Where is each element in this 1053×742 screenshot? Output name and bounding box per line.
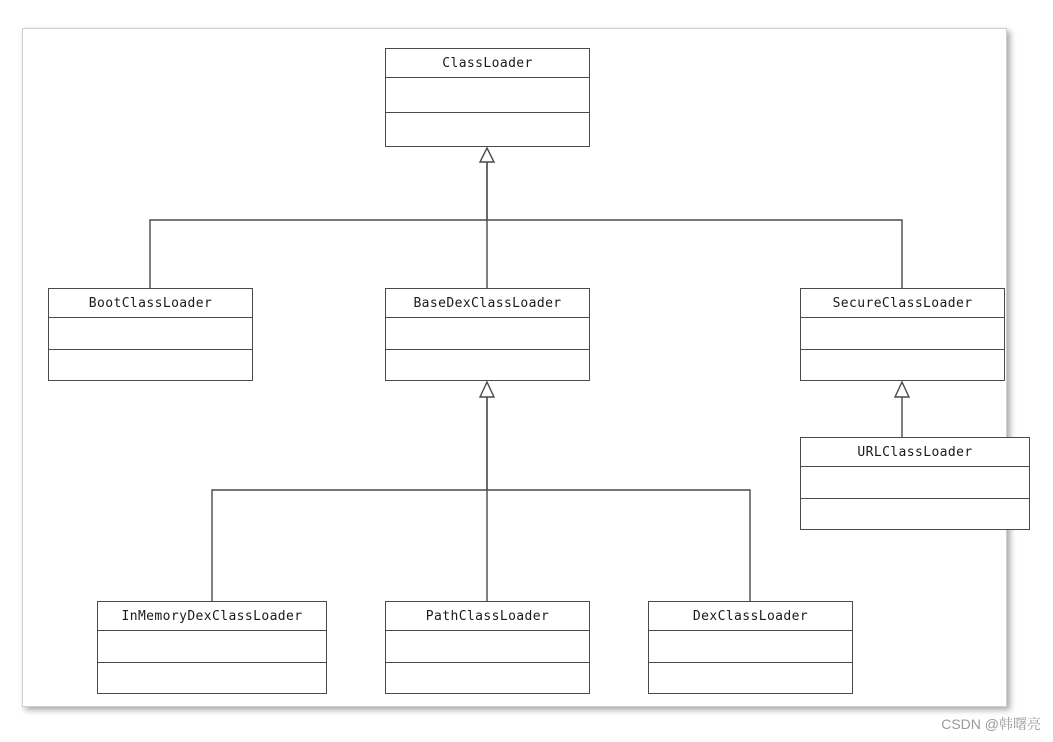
class-title: SecureClassLoader [801,289,1004,318]
class-operations-compartment [386,113,589,147]
class-attributes-compartment [801,318,1004,350]
class-node-bootclassloader[interactable] [48,288,253,381]
edge-dex-inmemory-bus [212,490,750,601]
class-operations-compartment [98,663,326,694]
class-node-basedexclassloader[interactable] [385,288,590,381]
class-operations-compartment [49,350,252,381]
class-node-urlclassloader[interactable] [800,437,1030,530]
class-title: BaseDexClassLoader [386,289,589,318]
arrowhead-basedexclassloader [480,382,494,397]
class-operations-compartment [386,663,589,694]
class-node-secureclassloader[interactable] [800,288,1005,381]
class-attributes-compartment [386,318,589,350]
arrowhead-secureclassloader [895,382,909,397]
class-attributes-compartment [649,631,852,663]
class-node-dexclassloader[interactable] [648,601,853,694]
arrowhead-classloader [480,148,494,162]
class-attributes-compartment [98,631,326,663]
class-title: PathClassLoader [386,602,589,631]
watermark: CSDN @韩曙亮 [941,716,1041,732]
class-title: InMemoryDexClassLoader [98,602,326,631]
class-title: BootClassLoader [49,289,252,318]
class-attributes-compartment [49,318,252,350]
class-title: URLClassLoader [801,438,1029,467]
class-attributes-compartment [386,631,589,663]
class-operations-compartment [649,663,852,694]
class-operations-compartment [801,499,1029,530]
class-node-inmemorydexclassloader[interactable] [97,601,327,694]
class-operations-compartment [386,350,589,381]
class-title: ClassLoader [386,49,589,78]
class-attributes-compartment [386,78,589,113]
class-node-pathclassloader[interactable] [385,601,590,694]
edge-boot-secure-bus [150,220,902,288]
class-node-classloader[interactable] [385,48,590,147]
class-attributes-compartment [801,467,1029,499]
class-operations-compartment [801,350,1004,381]
class-title: DexClassLoader [649,602,852,631]
